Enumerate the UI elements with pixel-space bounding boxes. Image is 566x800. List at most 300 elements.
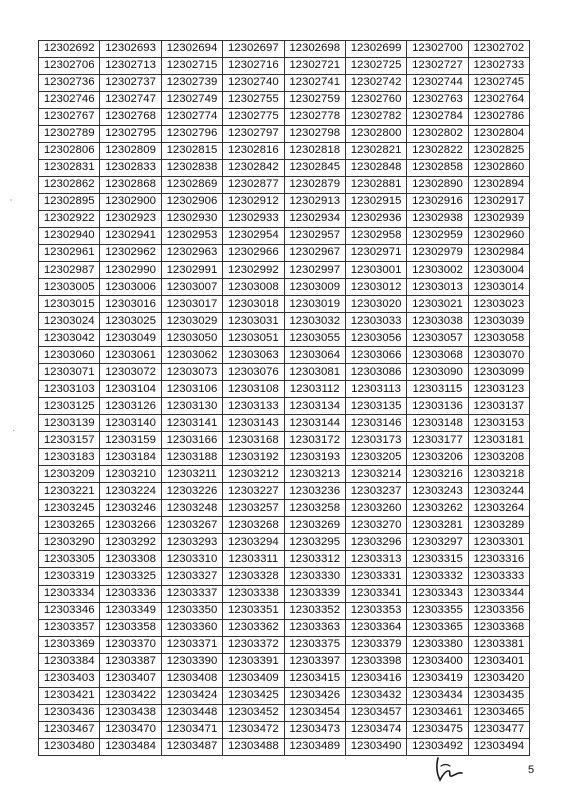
roll-number-cell: 12303071 [39,364,100,381]
roll-number-cell: 12302775 [223,109,284,126]
table-row [39,279,530,296]
roll-number-cell: 12303017 [161,296,222,313]
table-row [39,313,530,330]
roll-number-table-body [39,41,530,756]
roll-number-cell: 12302833 [100,160,161,177]
roll-number-cell: 12303099 [468,364,529,381]
roll-number-cell: 12303364 [345,619,406,636]
roll-number-cell: 12303237 [345,483,406,500]
roll-number-cell: 12302962 [100,245,161,262]
roll-number-cell: 12303058 [468,330,529,347]
roll-number-cell: 12303137 [468,398,529,415]
roll-number-cell: 12302906 [161,194,222,211]
roll-number-cell: 12303166 [161,432,222,449]
roll-number-cell: 12303448 [161,704,222,721]
roll-number-cell: 12303407 [100,670,161,687]
roll-number-cell: 12303060 [39,347,100,364]
roll-number-cell: 12303353 [345,602,406,619]
roll-number-cell: 12302755 [223,92,284,109]
page-number: 5 [528,764,535,776]
roll-number-cell: 12303214 [345,466,406,483]
roll-number-cell: 12303416 [345,670,406,687]
roll-number-cell: 12302746 [39,92,100,109]
roll-number-cell: 12303262 [407,500,468,517]
roll-number-cell: 12303021 [407,296,468,313]
roll-number-cell: 12303023 [468,296,529,313]
roll-number-cell: 12303140 [100,415,161,432]
roll-number-cell: 12302700 [407,41,468,58]
roll-number-cell: 12303327 [161,568,222,585]
roll-number-cell: 12303005 [39,279,100,296]
roll-number-cell: 12303494 [468,738,529,755]
roll-number-cell: 12303032 [284,313,345,330]
roll-number-cell: 12302990 [100,262,161,279]
roll-number-cell: 12303172 [284,432,345,449]
roll-number-cell: 12303489 [284,738,345,755]
roll-number-cell: 12302869 [161,177,222,194]
roll-number-cell: 12303420 [468,670,529,687]
roll-number-cell: 12303467 [39,721,100,738]
roll-number-cell: 12303211 [161,466,222,483]
roll-number-cell: 12303184 [100,449,161,466]
roll-number-cell: 12302800 [345,126,406,143]
table-row [39,432,530,449]
roll-number-cell: 12303400 [407,653,468,670]
roll-number-cell: 12303139 [39,415,100,432]
roll-number-cell: 12303072 [100,364,161,381]
table-row [39,585,530,602]
roll-number-cell: 12302934 [284,211,345,228]
roll-number-cell: 12302733 [468,58,529,75]
roll-number-cell: 12302767 [39,109,100,126]
roll-number-cell: 12302795 [100,126,161,143]
roll-number-cell: 12303206 [407,449,468,466]
roll-number-cell: 12302838 [161,160,222,177]
roll-number-cell: 12303130 [161,398,222,415]
roll-number-cell: 12302930 [161,211,222,228]
roll-number-cell: 12303001 [345,262,406,279]
roll-number-cell: 12303020 [345,296,406,313]
roll-number-cell: 12303113 [345,381,406,398]
roll-number-cell: 12302984 [468,245,529,262]
table-row [39,58,530,75]
table-row [39,534,530,551]
roll-number-cell: 12303419 [407,670,468,687]
table-row [39,364,530,381]
roll-number-cell: 12303143 [223,415,284,432]
roll-number-cell: 12302744 [407,75,468,92]
table-row [39,415,530,432]
roll-number-cell: 12303134 [284,398,345,415]
roll-number-cell: 12303333 [468,568,529,585]
table-row [39,41,530,58]
table-row [39,347,530,364]
roll-number-cell: 12303062 [161,347,222,364]
roll-number-cell: 12303126 [100,398,161,415]
roll-number-cell: 12302936 [345,211,406,228]
roll-number-cell: 12302764 [468,92,529,109]
roll-number-cell: 12302881 [345,177,406,194]
roll-number-cell: 12302699 [345,41,406,58]
roll-number-cell: 12303471 [161,721,222,738]
roll-number-cell: 12303264 [468,500,529,517]
roll-number-cell: 12302749 [161,92,222,109]
table-row [39,721,530,738]
roll-number-cell: 12303295 [284,534,345,551]
roll-number-cell: 12302821 [345,143,406,160]
roll-number-cell: 12302963 [161,245,222,262]
roll-number-cell: 12302778 [284,109,345,126]
roll-number-cell: 12302782 [345,109,406,126]
roll-number-cell: 12303227 [223,483,284,500]
table-row [39,177,530,194]
roll-number-cell: 12303104 [100,381,161,398]
roll-number-cell: 12302992 [223,262,284,279]
table-row [39,466,530,483]
roll-number-cell: 12303387 [100,653,161,670]
roll-number-cell: 12303007 [161,279,222,296]
table-row [39,126,530,143]
roll-number-cell: 12302960 [468,228,529,245]
roll-number-cell: 12303270 [345,517,406,534]
roll-number-cell: 12302702 [468,41,529,58]
roll-number-cell: 12302802 [407,126,468,143]
roll-number-cell: 12303319 [39,568,100,585]
roll-number-cell: 12303360 [161,619,222,636]
roll-number-cell: 12302692 [39,41,100,58]
table-row [39,194,530,211]
roll-number-cell: 12303472 [223,721,284,738]
roll-number-cell: 12303205 [345,449,406,466]
table-row [39,109,530,126]
roll-number-cell: 12303181 [468,432,529,449]
roll-number-cell: 12303434 [407,687,468,704]
roll-number-cell: 12303260 [345,500,406,517]
roll-number-cell: 12303438 [100,704,161,721]
roll-number-cell: 12303086 [345,364,406,381]
roll-number-cell: 12302706 [39,58,100,75]
roll-number-cell: 12303265 [39,517,100,534]
roll-number-cell: 12303409 [223,670,284,687]
roll-number-cell: 12302877 [223,177,284,194]
roll-number-cell: 12302806 [39,143,100,160]
roll-number-cell: 12303064 [284,347,345,364]
roll-number-cell: 12303236 [284,483,345,500]
roll-number-cell: 12303056 [345,330,406,347]
roll-number-cell: 12303308 [100,551,161,568]
roll-number-cell: 12303268 [223,517,284,534]
roll-number-cell: 12303177 [407,432,468,449]
roll-number-cell: 12302774 [161,109,222,126]
table-row [39,381,530,398]
roll-number-cell: 12302715 [161,58,222,75]
roll-number-cell: 12303381 [468,636,529,653]
roll-number-cell: 12302967 [284,245,345,262]
roll-number-cell: 12303313 [345,551,406,568]
table-row [39,160,530,177]
roll-number-cell: 12302959 [407,228,468,245]
roll-number-cell: 12303310 [161,551,222,568]
roll-number-cell: 12302727 [407,58,468,75]
roll-number-cell: 12302815 [161,143,222,160]
roll-number-cell: 12303312 [284,551,345,568]
roll-number-cell: 12303173 [345,432,406,449]
roll-number-cell: 12303398 [345,653,406,670]
roll-number-cell: 12302879 [284,177,345,194]
roll-number-cell: 12302895 [39,194,100,211]
roll-number-cell: 12303461 [407,704,468,721]
roll-number-cell: 12303159 [100,432,161,449]
roll-number-cell: 12303355 [407,602,468,619]
roll-number-cell: 12303210 [100,466,161,483]
roll-number-cell: 12303484 [100,738,161,755]
roll-number-cell: 12303474 [345,721,406,738]
roll-number-cell: 12303477 [468,721,529,738]
roll-number-cell: 12302745 [468,75,529,92]
table-row [39,670,530,687]
roll-number-cell: 12302858 [407,160,468,177]
table-row [39,517,530,534]
table-row [39,211,530,228]
roll-number-cell: 12303424 [161,687,222,704]
roll-number-cell: 12303362 [223,619,284,636]
roll-number-cell: 12302796 [161,126,222,143]
roll-number-cell: 12303475 [407,721,468,738]
roll-number-cell: 12303305 [39,551,100,568]
roll-number-cell: 12302890 [407,177,468,194]
roll-number-cell: 12302917 [468,194,529,211]
table-row [39,551,530,568]
roll-number-cell: 12303153 [468,415,529,432]
roll-number-cell: 12303473 [284,721,345,738]
roll-number-cell: 12303061 [100,347,161,364]
roll-number-cell: 12303488 [223,738,284,755]
roll-number-cell: 12302940 [39,228,100,245]
roll-number-cell: 12303297 [407,534,468,551]
roll-number-cell: 12302923 [100,211,161,228]
roll-number-cell: 12303115 [407,381,468,398]
roll-number-cell: 12302737 [100,75,161,92]
roll-number-cell: 12302987 [39,262,100,279]
roll-number-cell: 12303457 [345,704,406,721]
roll-number-cell: 12303370 [100,636,161,653]
roll-number-cell: 12303076 [223,364,284,381]
roll-number-cell: 12303346 [39,602,100,619]
roll-number-cell: 12303245 [39,500,100,517]
roll-number-cell: 12303492 [407,738,468,755]
roll-number-cell: 12303106 [161,381,222,398]
roll-number-cell: 12302698 [284,41,345,58]
roll-number-cell: 12303123 [468,381,529,398]
roll-number-cell: 12302997 [284,262,345,279]
roll-number-cell: 12303002 [407,262,468,279]
roll-number-cell: 12303216 [407,466,468,483]
table-row [39,75,530,92]
roll-number-cell: 12303380 [407,636,468,653]
table-row [39,296,530,313]
roll-number-cell: 12303029 [161,313,222,330]
roll-number-cell: 12303014 [468,279,529,296]
roll-number-cell: 12303006 [100,279,161,296]
roll-number-cell: 12303192 [223,449,284,466]
roll-number-cell: 12303144 [284,415,345,432]
roll-number-cell: 12303015 [39,296,100,313]
roll-number-cell: 12303063 [223,347,284,364]
roll-number-cell: 12303243 [407,483,468,500]
roll-number-cell: 12303070 [468,347,529,364]
roll-number-cell: 12303337 [161,585,222,602]
scan-speck: · [12,425,16,436]
roll-number-cell: 12303336 [100,585,161,602]
roll-number-cell: 12303269 [284,517,345,534]
roll-number-cell: 12303257 [223,500,284,517]
roll-number-cell: 12303316 [468,551,529,568]
table-row [39,449,530,466]
roll-number-cell: 12303290 [39,534,100,551]
roll-number-cell: 12302797 [223,126,284,143]
roll-number-cell: 12303033 [345,313,406,330]
roll-number-cell: 12302961 [39,245,100,262]
roll-number-cell: 12303421 [39,687,100,704]
roll-number-cell: 12303012 [345,279,406,296]
roll-number-cell: 12303133 [223,398,284,415]
roll-number-cell: 12303296 [345,534,406,551]
roll-number-cell: 12303141 [161,415,222,432]
roll-number-cell: 12303415 [284,670,345,687]
roll-number-cell: 12302721 [284,58,345,75]
roll-number-cell: 12303112 [284,381,345,398]
roll-number-cell: 12303051 [223,330,284,347]
roll-number-cell: 12303432 [345,687,406,704]
table-row [39,653,530,670]
table-row [39,619,530,636]
roll-number-cell: 12303435 [468,687,529,704]
roll-number-cell: 12303470 [100,721,161,738]
roll-number-cell: 12302913 [284,194,345,211]
roll-number-cell: 12303050 [161,330,222,347]
roll-number-cell: 12303246 [100,500,161,517]
roll-number-cell: 12302933 [223,211,284,228]
roll-number-cell: 12303055 [284,330,345,347]
roll-number-cell: 12302742 [345,75,406,92]
roll-number-cell: 12303009 [284,279,345,296]
roll-number-cell: 12303108 [223,381,284,398]
roll-number-cell: 12302786 [468,109,529,126]
table-row [39,330,530,347]
roll-number-cell: 12302938 [407,211,468,228]
roll-number-cell: 12303401 [468,653,529,670]
roll-number-cell: 12303338 [223,585,284,602]
roll-number-cell: 12303218 [468,466,529,483]
roll-number-cell: 12303019 [284,296,345,313]
roll-number-cell: 12303480 [39,738,100,755]
roll-number-cell: 12303454 [284,704,345,721]
roll-number-cell: 12302694 [161,41,222,58]
roll-number-cell: 12303331 [345,568,406,585]
roll-number-cell: 12302716 [223,58,284,75]
roll-number-cell: 12303343 [407,585,468,602]
roll-number-cell: 12303039 [468,313,529,330]
roll-number-cell: 12303066 [345,347,406,364]
roll-number-cell: 12302816 [223,143,284,160]
roll-number-cell: 12303090 [407,364,468,381]
table-row [39,568,530,585]
roll-number-cell: 12302809 [100,143,161,160]
roll-number-cell: 12302862 [39,177,100,194]
roll-number-cell: 12303183 [39,449,100,466]
roll-number-cell: 12303334 [39,585,100,602]
roll-number-cell: 12303328 [223,568,284,585]
roll-number-cell: 12302957 [284,228,345,245]
roll-number-cell: 12303372 [223,636,284,653]
roll-number-cell: 12302831 [39,160,100,177]
roll-number-cell: 12303390 [161,653,222,670]
roll-number-cell: 12303294 [223,534,284,551]
roll-number-cell: 12303341 [345,585,406,602]
roll-number-cell: 12303248 [161,500,222,517]
roll-number-cell: 12303103 [39,381,100,398]
roll-number-cell: 12303350 [161,602,222,619]
roll-number-cell: 12303339 [284,585,345,602]
roll-number-cell: 12303068 [407,347,468,364]
roll-number-cell: 12303226 [161,483,222,500]
roll-number-cell: 12303384 [39,653,100,670]
roll-number-cell: 12302789 [39,126,100,143]
roll-number-cell: 12303042 [39,330,100,347]
roll-number-cell: 12302916 [407,194,468,211]
roll-number-cell: 12303244 [468,483,529,500]
table-row [39,228,530,245]
table-row [39,687,530,704]
roll-number-cell: 12303391 [223,653,284,670]
roll-number-cell: 12303148 [407,415,468,432]
roll-number-cell: 12303349 [100,602,161,619]
roll-number-cell: 12303426 [284,687,345,704]
roll-number-cell: 12303221 [39,483,100,500]
table-row [39,398,530,415]
roll-number-cell: 12303224 [100,483,161,500]
roll-number-cell: 12303344 [468,585,529,602]
roll-number-cell: 12302713 [100,58,161,75]
roll-number-cell: 12302900 [100,194,161,211]
roll-number-cell: 12303332 [407,568,468,585]
roll-number-cell: 12303168 [223,432,284,449]
roll-number-cell: 12302912 [223,194,284,211]
roll-number-cell: 12303157 [39,432,100,449]
roll-number-cell: 12302763 [407,92,468,109]
roll-number-cell: 12303379 [345,636,406,653]
roll-number-cell: 12303213 [284,466,345,483]
roll-number-cell: 12302894 [468,177,529,194]
roll-number-cell: 12302693 [100,41,161,58]
roll-number-cell: 12303038 [407,313,468,330]
roll-number-cell: 12303049 [100,330,161,347]
roll-number-cell: 12302848 [345,160,406,177]
roll-number-cell: 12302697 [223,41,284,58]
scan-speck: ' [10,198,12,209]
roll-number-cell: 12303351 [223,602,284,619]
roll-number-cell: 12303403 [39,670,100,687]
roll-number-cell: 12302739 [161,75,222,92]
roll-number-cell: 12303289 [468,517,529,534]
signature-mark [432,754,468,784]
roll-number-cell: 12302941 [100,228,161,245]
roll-number-cell: 12303073 [161,364,222,381]
roll-number-cell: 12303267 [161,517,222,534]
roll-number-cell: 12303293 [161,534,222,551]
roll-number-cell: 12302759 [284,92,345,109]
roll-number-cell: 12302822 [407,143,468,160]
